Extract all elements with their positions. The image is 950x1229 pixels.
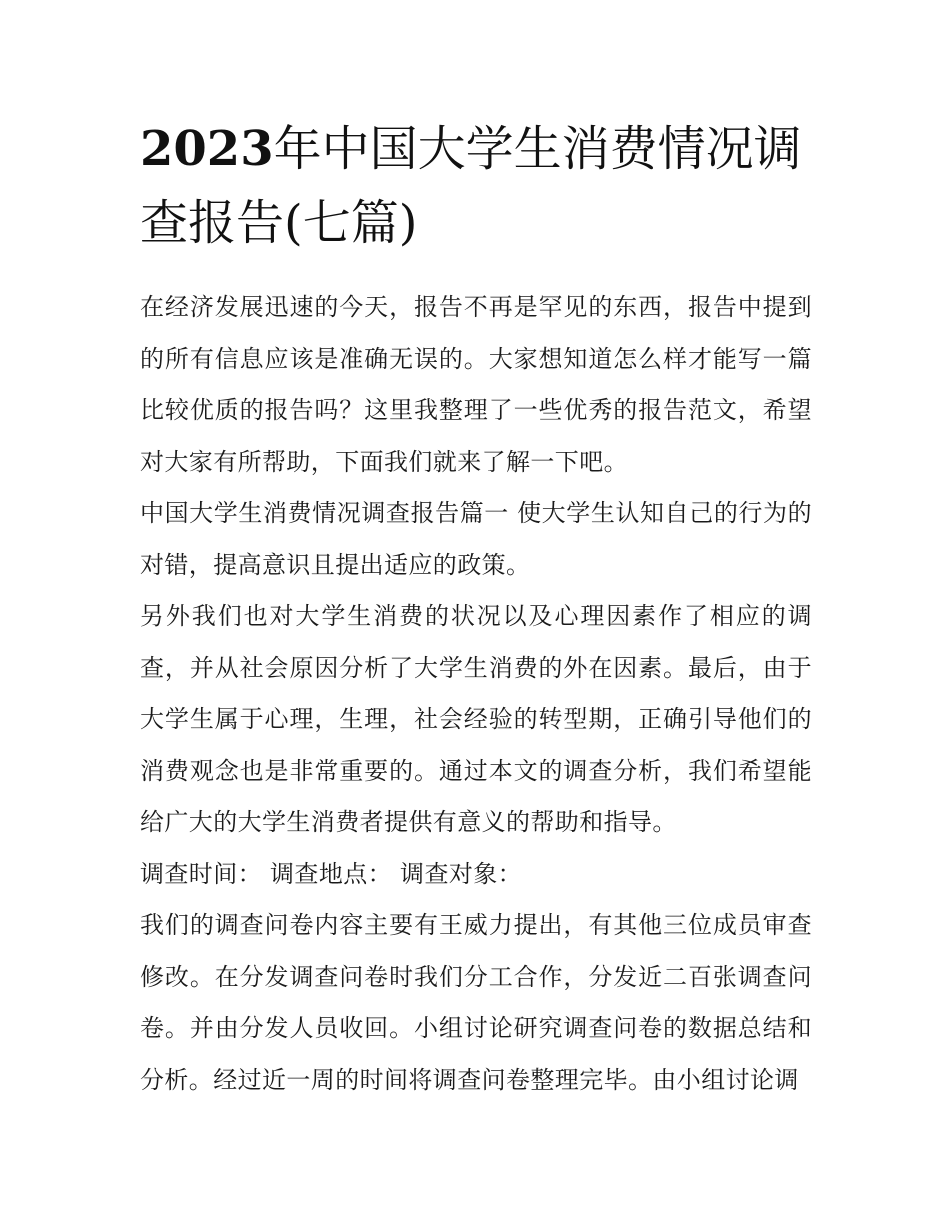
document-title: [140, 112, 812, 260]
title-year: 2023: [140, 121, 274, 177]
analysis-paragraph: 另外我们也对大学生消费的状况以及心理因素作了相应的调查，并从社会原因分析了大学生消费的外在因素。最后，由于大学生属于心理，生理，社会经验的转型期，正确引导他们的消费观念也是非常重要的。通过本文的调查分析，我们希望能给广大的大学生消费者提供有意义的帮助和指导。: [140, 602, 812, 836]
document-body: [140, 282, 812, 1106]
intro-paragraph: 在经济发展迅速的今天，报告不再是罕见的东西，报告中提到的所有信息应该是准确无误的。大家想知道怎么样才能写一篇比较优质的报告吗？这里我整理了一些优秀的报告范文，希望对大家有所帮助，下面我们就来了解一下吧。: [140, 293, 812, 476]
document-page: [140, 112, 812, 1106]
survey-info-line: 调查时间： 调查地点： 调查对象：: [140, 859, 523, 888]
method-paragraph: 我们的调查问卷内容主要有王威力提出，有其他三位成员审查修改。在分发调查问卷时我们分工合作，分发近二百张调查问卷。并由分发人员收回。小组讨论研究调查问卷的数据总结和分析。经过近一周的时间将调查问卷整理完毕。由小组讨论调: [140, 911, 812, 1094]
title-text: 年中国大学生消费情况调查报告(七篇): [140, 121, 802, 251]
section-one-paragraph: 中国大学生消费情况调查报告篇一 使大学生认知自己的行为的对错，提高意识且提出适应的政策。: [140, 499, 812, 579]
